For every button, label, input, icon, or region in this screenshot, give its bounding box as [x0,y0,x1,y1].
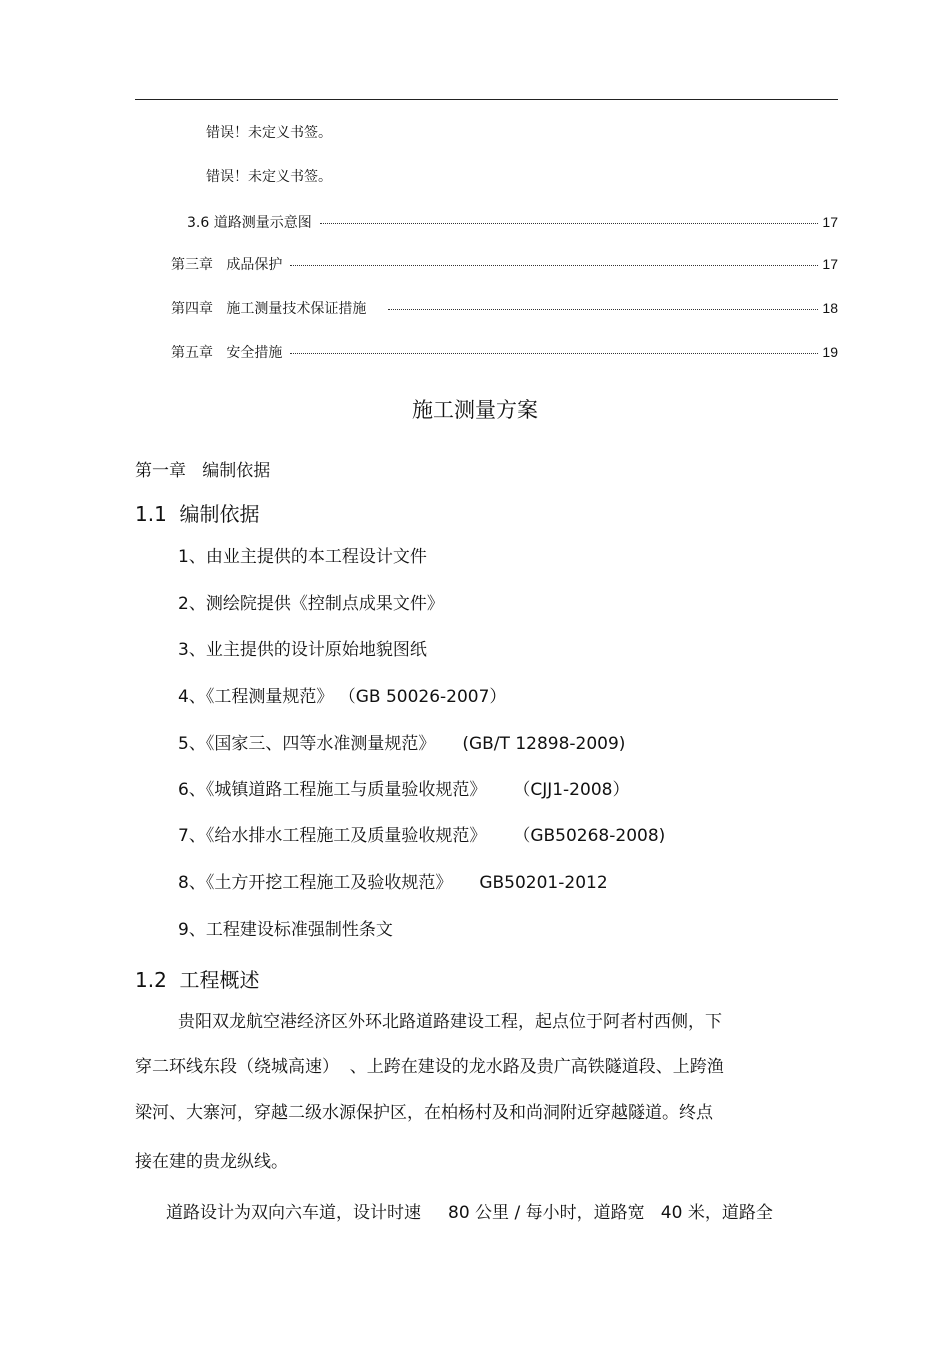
basis-list-item: 2、测绘院提供《控制点成果文件》 [178,594,444,614]
basis-list-item: 9、工程建设标准强制性条文 [178,920,393,940]
header-rule [135,99,838,100]
overview-line: 贵阳双龙航空港经济区外环北路道路建设工程，起点位于阿者村西侧，下 [178,1012,722,1032]
design-paragraph: 道路设计为双向六车道，设计时速 80 公里 / 每小时，道路宽 40 米，道路全 [166,1203,773,1223]
section-heading: 1.2 工程概述 [135,968,260,992]
toc-page-number: 17 [822,214,838,230]
basis-list-item: 4、《工程测量规范》 （GB 50026-2007） [178,687,507,707]
toc-entry[interactable] [187,212,838,232]
toc-leader-dots [388,309,818,310]
toc-entry[interactable] [171,254,838,274]
basis-list-item: 1、由业主提供的本工程设计文件 [178,547,427,567]
toc-leader-dots [320,223,819,224]
overview-line: 接在建的贵龙纵线。 [135,1152,288,1172]
toc-entry[interactable] [171,298,838,318]
toc-error-line: 错误！未定义书签。 [206,125,332,141]
section-heading: 1.1 编制依据 [135,502,260,526]
toc-leader-dots [290,353,818,354]
overview-line: 穿二环线东段（绕城高速） 、上跨在建设的龙水路及贵广高铁隧道段、上跨渔 [135,1057,724,1077]
toc-page-number: 18 [822,300,838,316]
chapter-heading: 第一章 编制依据 [135,461,271,481]
toc-leader-dots [290,265,818,266]
overview-line: 梁河、大寨河，穿越二级水源保护区，在柏杨村及和尚洞附近穿越隧道。终点 [135,1103,713,1123]
toc-entry-label: 3.6 道路测量示意图 [187,215,312,231]
basis-list-item: 8、《土方开挖工程施工及验收规范》 GB50201-2012 [178,873,608,893]
toc-entry-label: 第五章 安全措施 [171,345,283,361]
basis-list-item: 3、业主提供的设计原始地貌图纸 [178,640,427,660]
toc-entry-label: 第四章 施工测量技术保证措施 [171,301,367,317]
toc-entry[interactable] [171,342,838,362]
basis-list-item: 5、《国家三、四等水准测量规范》 (GB/T 12898-2009) [178,734,626,754]
toc-entry-label: 第三章 成品保护 [171,257,283,273]
toc-page-number: 17 [822,256,838,272]
toc-page-number: 19 [822,344,838,360]
basis-list-item: 7、《给水排水工程施工及质量验收规范》 （GB50268-2008) [178,826,666,846]
document-title: 施工测量方案 [412,398,538,422]
basis-list-item: 6、《城镇道路工程施工与质量验收规范》 （CJJ1-2008） [178,780,630,800]
toc-error-line: 错误！未定义书签。 [206,169,332,185]
